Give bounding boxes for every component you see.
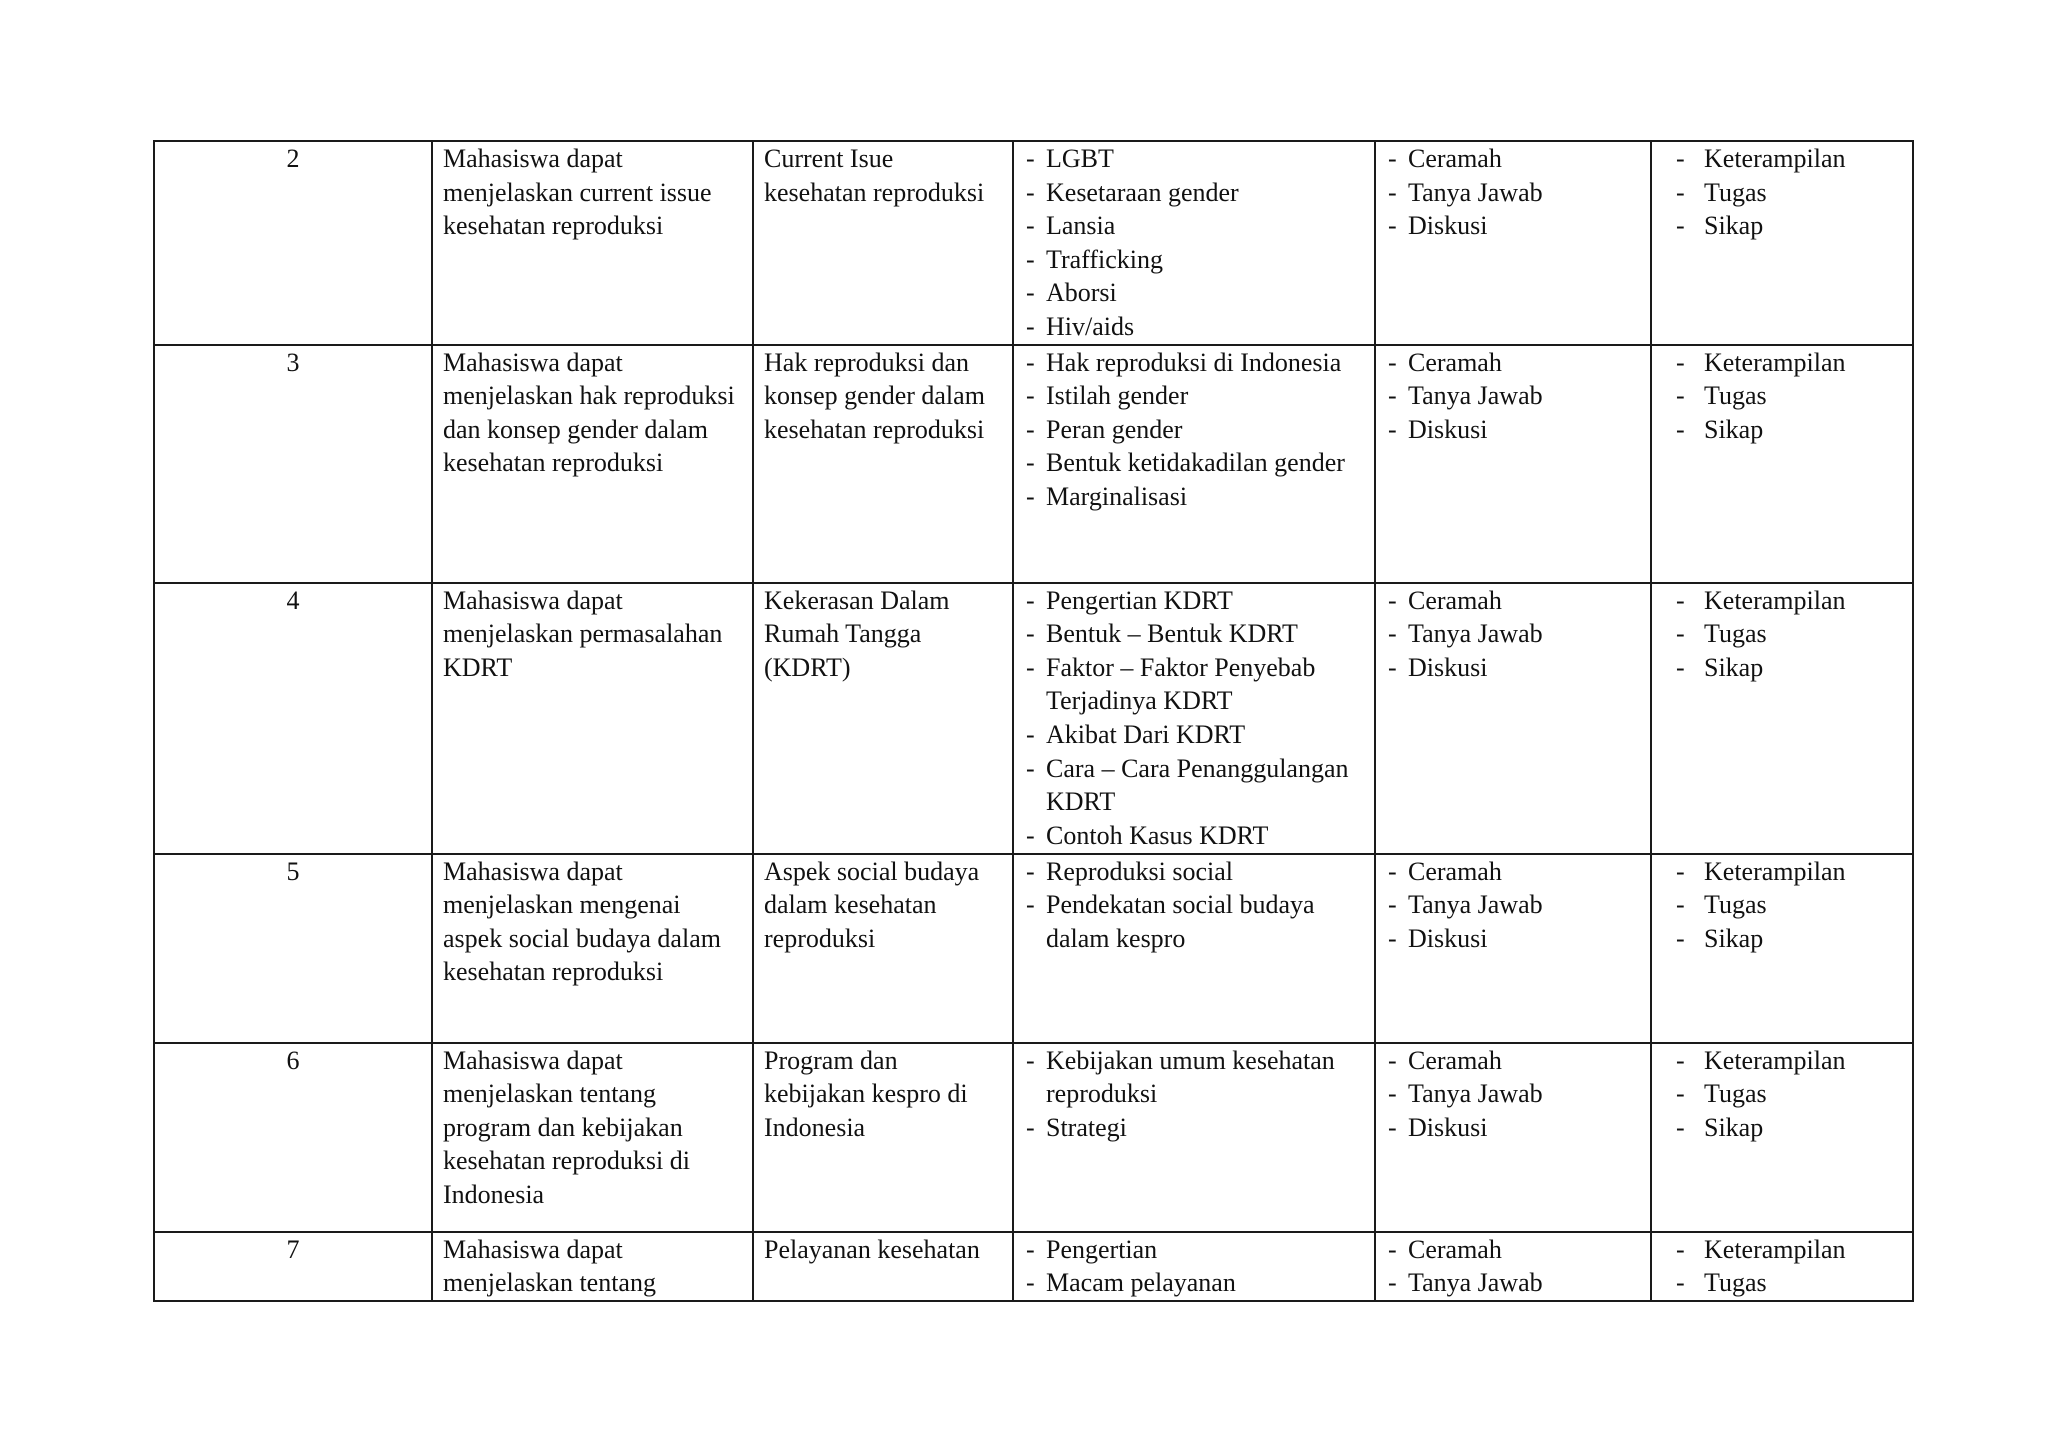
subtopic-item: - Aborsi [1024, 276, 1364, 310]
assessment-item: - Sikap [1662, 413, 1902, 447]
learning-objective-cell [432, 854, 753, 1043]
subtopics-cell [1013, 345, 1375, 583]
subtopics-cell [1013, 854, 1375, 1043]
subtopic-item: - Istilah gender [1024, 379, 1364, 413]
meeting-number: 2 [286, 144, 300, 173]
meeting-number: 5 [286, 856, 300, 886]
assessment-item: - Sikap [1662, 922, 1902, 956]
methods-cell [1375, 854, 1651, 1043]
subtopic-item: - Lansia [1024, 209, 1364, 243]
assessment-item: - Keterampilan [1662, 584, 1902, 618]
assessment-item: - Sikap [1662, 209, 1902, 243]
learning-objective-cell [432, 1043, 753, 1232]
method-item: - Tanya Jawab [1386, 1266, 1640, 1300]
methods-cell [1375, 1043, 1651, 1232]
assessment-cell [1651, 1043, 1913, 1232]
subtopic-item: - Strategi [1024, 1111, 1364, 1145]
method-item: - Tanya Jawab [1386, 176, 1640, 210]
subtopics-cell [1013, 141, 1375, 345]
meeting-number: 6 [286, 1045, 300, 1075]
learning-objective: Mahasiswa dapat menjelaskan mengenai aspek social budaya dalam kesehatan reproduksi [443, 856, 721, 987]
learning-objective-cell [432, 141, 753, 345]
topic-cell [753, 854, 1013, 1043]
method-item: - Ceramah [1386, 1233, 1640, 1267]
meeting-number-cell [154, 345, 432, 583]
subtopic-item: - Macam pelayanan [1024, 1266, 1364, 1300]
method-item: - Tanya Jawab [1386, 617, 1640, 651]
topic-cell [753, 1043, 1013, 1232]
learning-objective: Mahasiswa dapat menjelaskan tentang [443, 1234, 656, 1298]
assessment-item: - Keterampilan [1662, 1044, 1902, 1078]
assessment-item: - Keterampilan [1662, 1233, 1902, 1267]
meeting-number-cell [154, 1232, 432, 1301]
topic-cell [753, 1232, 1013, 1301]
table-row [154, 1043, 1913, 1232]
method-item: - Ceramah [1386, 584, 1640, 618]
learning-objective: Mahasiswa dapat menjelaskan hak reproduksi dan konsep gender dalam kesehatan reproduksi [443, 347, 735, 478]
topic: Hak reproduksi dan konsep gender dalam kesehatan reproduksi [764, 347, 985, 444]
topic: Pelayanan kesehatan [764, 1234, 980, 1264]
subtopic-item: - Hiv/aids [1024, 310, 1364, 344]
method-item: - Diskusi [1386, 413, 1640, 447]
learning-objective: Mahasiswa dapat menjelaskan tentang program dan kebijakan kesehatan reproduksi di Indonesia [443, 1045, 690, 1209]
assessment-list [1662, 346, 1902, 447]
subtopic-item: - Pengertian KDRT [1024, 584, 1364, 618]
subtopics-cell [1013, 1043, 1375, 1232]
method-item: - Diskusi [1386, 209, 1640, 243]
method-list [1386, 1233, 1640, 1300]
meeting-number-cell [154, 141, 432, 345]
method-item: - Ceramah [1386, 1044, 1640, 1078]
assessment-cell [1651, 1232, 1913, 1301]
method-item: - Diskusi [1386, 1111, 1640, 1145]
topic: Kekerasan Dalam Rumah Tangga (KDRT) [764, 585, 950, 682]
method-item: - Tanya Jawab [1386, 379, 1640, 413]
method-item: - Ceramah [1386, 142, 1640, 176]
assessment-item: - Keterampilan [1662, 855, 1902, 889]
assessment-cell [1651, 345, 1913, 583]
table-row [154, 345, 1913, 583]
subtopic-list [1024, 346, 1364, 514]
subtopic-item: - Kebijakan umum kesehatan reproduksi [1024, 1044, 1364, 1111]
subtopic-list [1024, 1044, 1364, 1145]
topic-cell [753, 583, 1013, 854]
assessment-item: - Tugas [1662, 379, 1902, 413]
assessment-item: - Tugas [1662, 1266, 1902, 1300]
methods-cell [1375, 583, 1651, 854]
assessment-cell [1651, 583, 1913, 854]
subtopic-item: - Pengertian [1024, 1233, 1364, 1267]
method-item: - Tanya Jawab [1386, 1077, 1640, 1111]
assessment-item: - Tugas [1662, 888, 1902, 922]
table-body [154, 141, 1913, 1301]
subtopic-item: - Marginalisasi [1024, 480, 1364, 514]
subtopic-item: - LGBT [1024, 142, 1364, 176]
subtopic-item: - Cara – Cara Penanggulangan KDRT [1024, 752, 1364, 819]
assessment-item: - Keterampilan [1662, 142, 1902, 176]
subtopic-item: - Bentuk ketidakadilan gender [1024, 446, 1364, 480]
assessment-item: - Keterampilan [1662, 346, 1902, 380]
assessment-list [1662, 855, 1902, 956]
topic: Program dan kebijakan kespro di Indonesia [764, 1045, 968, 1142]
methods-cell [1375, 141, 1651, 345]
table-row [154, 1232, 1913, 1301]
topic: Current Isue kesehatan reproduksi [764, 144, 985, 207]
assessment-item: - Tugas [1662, 617, 1902, 651]
table-row [154, 141, 1913, 345]
subtopics-cell [1013, 1232, 1375, 1301]
method-item: - Ceramah [1386, 855, 1640, 889]
topic: Aspek social budaya dalam kesehatan reproduksi [764, 856, 980, 953]
meeting-number-cell [154, 583, 432, 854]
subtopic-item: - Bentuk – Bentuk KDRT [1024, 617, 1364, 651]
method-list [1386, 346, 1640, 447]
subtopic-item: - Faktor – Faktor Penyebab Terjadinya KDRT [1024, 651, 1364, 718]
subtopic-item: - Peran gender [1024, 413, 1364, 447]
assessment-list [1662, 142, 1902, 243]
meeting-number: 7 [286, 1234, 300, 1264]
assessment-list [1662, 1044, 1902, 1145]
subtopic-item: - Trafficking [1024, 243, 1364, 277]
meeting-number-cell [154, 854, 432, 1043]
course-plan-table [153, 140, 1914, 1302]
topic-cell [753, 345, 1013, 583]
methods-cell [1375, 345, 1651, 583]
learning-objective-cell [432, 345, 753, 583]
learning-objective: Mahasiswa dapat menjelaskan permasalahan KDRT [443, 585, 723, 682]
method-list [1386, 584, 1640, 685]
subtopic-item: - Pendekatan social budaya dalam kespro [1024, 888, 1364, 955]
subtopic-item: - Akibat Dari KDRT [1024, 718, 1364, 752]
learning-objective: Mahasiswa dapat menjelaskan current issue kesehatan reproduksi [443, 144, 712, 241]
subtopic-item: - Reproduksi social [1024, 855, 1364, 889]
method-item: - Tanya Jawab [1386, 888, 1640, 922]
methods-cell [1375, 1232, 1651, 1301]
subtopic-list [1024, 142, 1364, 344]
assessment-item: - Tugas [1662, 176, 1902, 210]
meeting-number: 3 [286, 347, 300, 377]
method-list [1386, 855, 1640, 956]
method-list [1386, 1044, 1640, 1145]
subtopic-item: - Kesetaraan gender [1024, 176, 1364, 210]
assessment-item: - Sikap [1662, 1111, 1902, 1145]
subtopics-cell [1013, 583, 1375, 854]
subtopic-item: - Hak reproduksi di Indonesia [1024, 346, 1364, 380]
method-item: - Diskusi [1386, 922, 1640, 956]
assessment-list [1662, 1233, 1902, 1300]
learning-objective-cell [432, 1232, 753, 1301]
assessment-item: - Sikap [1662, 651, 1902, 685]
assessment-cell [1651, 141, 1913, 345]
subtopic-item: - Contoh Kasus KDRT [1024, 819, 1364, 853]
meeting-number: 4 [286, 585, 300, 615]
subtopic-list [1024, 1233, 1364, 1300]
topic-cell [753, 141, 1013, 345]
method-list [1386, 142, 1640, 243]
table-row [154, 583, 1913, 854]
subtopic-list [1024, 855, 1364, 956]
table-row [154, 854, 1913, 1043]
assessment-item: - Tugas [1662, 1077, 1902, 1111]
method-item: - Diskusi [1386, 651, 1640, 685]
method-item: - Ceramah [1386, 346, 1640, 380]
learning-objective-cell [432, 583, 753, 854]
assessment-list [1662, 584, 1902, 685]
subtopic-list [1024, 584, 1364, 853]
assessment-cell [1651, 854, 1913, 1043]
meeting-number-cell [154, 1043, 432, 1232]
